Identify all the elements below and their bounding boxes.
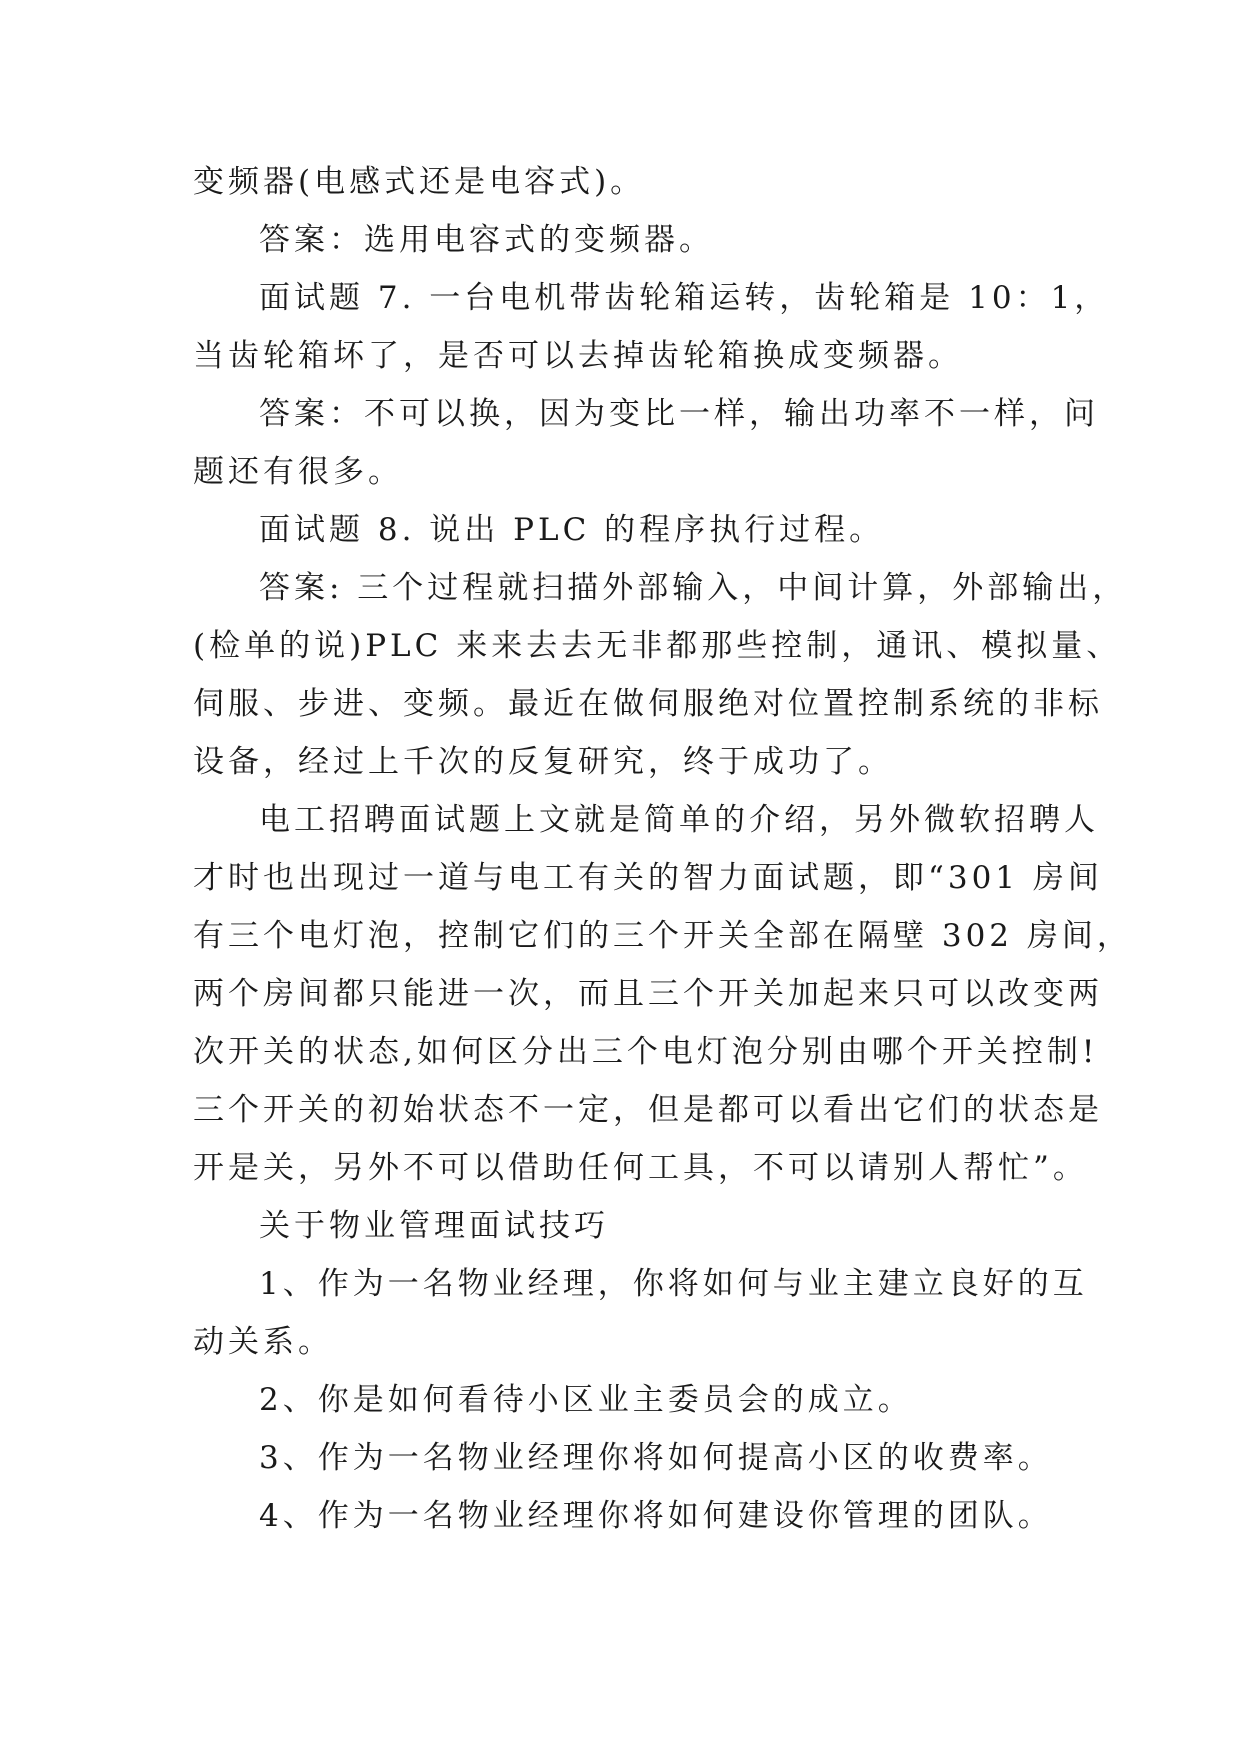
text-line: 面试题 8. 说出 PLC 的程序执行过程。 (259, 512, 885, 548)
text-line: 才时也出现过一道与电工有关的智力面试题，即“301 房间 (193, 860, 1103, 896)
text-line: 电工招聘面试题上文就是简单的介绍，另外微软招聘人 (259, 802, 1099, 838)
text-line: 2、你是如何看待小区业主委员会的成立。 (259, 1382, 913, 1418)
paragraph (193, 1429, 1055, 1487)
text-line: 题还有很多。 (193, 454, 403, 490)
paragraph (193, 1371, 1055, 1429)
text-line: 动关系。 (193, 1324, 333, 1360)
text-line: 4、作为一名物业经理你将如何建设你管理的团队。 (259, 1498, 1053, 1534)
text-line: 设备，经过上千次的反复研究，终于成功了。 (193, 744, 893, 780)
section-heading: 关于物业管理面试技巧 (259, 1208, 609, 1244)
text-line: (检单的说)PLC 来来去去无非都那些控制，通讯、模拟量、 (193, 628, 1122, 664)
text-line: 当齿轮箱坏了，是否可以去掉齿轮箱换成变频器。 (193, 338, 963, 374)
paragraph (193, 385, 1099, 501)
text-line: 开是关，另外不可以借助任何工具，不可以请别人帮忙”。 (193, 1150, 1088, 1186)
text-line: 1、作为一名物业经理，你将如何与业主建立良好的互 (259, 1266, 1088, 1302)
paragraph (193, 211, 1055, 269)
paragraph (193, 153, 1055, 211)
text-line: 答案：不可以换，因为变比一样，输出功率不一样，问 (259, 396, 1099, 432)
paragraph (193, 501, 1055, 559)
text-line: 3、作为一名物业经理你将如何提高小区的收费率。 (259, 1440, 1053, 1476)
document-body (193, 153, 1132, 1545)
text-line: 次开关的状态,如何区分出三个电灯泡分别由哪个开关控制! (193, 1034, 1099, 1070)
text-line: 伺服、步进、变频。最近在做伺服绝对位置控制系统的非标 (193, 686, 1103, 722)
text-line: 答案：选用电容式的变频器。 (259, 222, 714, 258)
text-line: 两个房间都只能进一次，而且三个开关加起来只可以改变两 (193, 976, 1103, 1012)
paragraph (193, 1487, 1055, 1545)
text-line: 答案: 三个过程就扫描外部输入，中间计算，外部输出， (259, 570, 1128, 606)
paragraph (193, 269, 1110, 385)
text-line: 变频器(电感式还是电容式)。 (193, 164, 646, 200)
paragraph (193, 1197, 1055, 1255)
text-line: 面试题 7. 一台电机带齿轮箱运转，齿轮箱是 10：1， (259, 280, 1110, 316)
paragraph (193, 791, 1132, 1197)
text-line: 有三个电灯泡，控制它们的三个开关全部在隔壁 302 房间， (193, 918, 1132, 954)
text-line: 三个开关的初始状态不一定，但是都可以看出它们的状态是 (193, 1092, 1103, 1128)
paragraph (193, 559, 1128, 791)
paragraph (193, 1255, 1088, 1371)
